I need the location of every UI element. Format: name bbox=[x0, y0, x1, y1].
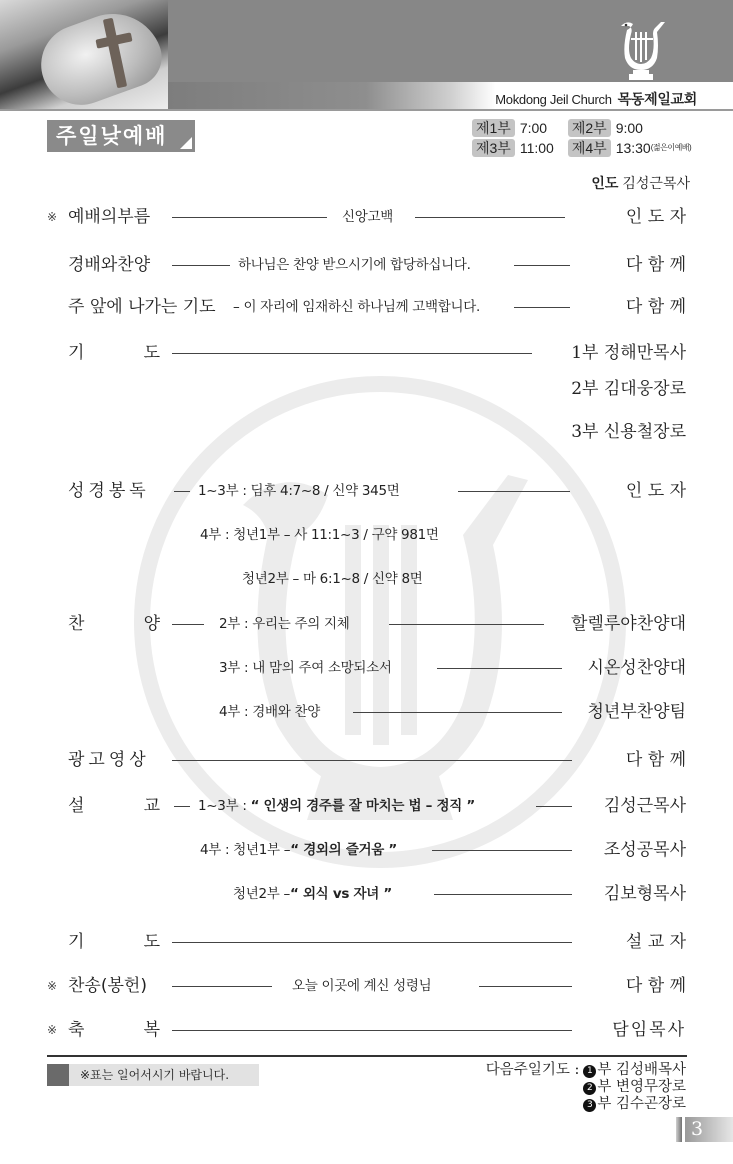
program-performer: 인 도 자 bbox=[625, 481, 686, 501]
program-detail: 오늘 이곳에 계신 성령님 bbox=[292, 978, 432, 994]
program-performer: 다 함 께 bbox=[625, 750, 686, 770]
sermon-title: “ 경외의 즐거움 ” bbox=[290, 842, 398, 858]
sermon-prefix: 4부 : 청년1부 – bbox=[200, 842, 291, 858]
church-name-en: Mokdong Jeil Church bbox=[495, 92, 612, 107]
program-label: 예배의부름 bbox=[68, 207, 151, 227]
service-time: 9:00 bbox=[615, 120, 643, 136]
leader-line bbox=[437, 668, 562, 669]
program-performer: 청년부찬양팀 bbox=[587, 702, 686, 722]
leader-line bbox=[479, 986, 572, 987]
program-row-announcements bbox=[0, 746, 733, 774]
program-detail bbox=[233, 880, 392, 908]
program-row-opening-prayer bbox=[0, 293, 733, 321]
program-row-scripture-sub bbox=[0, 565, 733, 593]
program-performer: 1부 정해만목사 bbox=[571, 343, 686, 363]
program-label: 찬송(봉헌) bbox=[68, 976, 147, 996]
program-performer: 인 도 자 bbox=[625, 207, 686, 227]
leader-line bbox=[389, 624, 544, 625]
next-prayer-name: 부 변영무장로 bbox=[597, 1079, 686, 1095]
service-times bbox=[472, 118, 691, 158]
leader-line bbox=[514, 307, 570, 308]
stand-note-text: ※표는 일어서시기 바랍니다. bbox=[80, 1068, 230, 1082]
church-name-ko: 목동제일교회 bbox=[617, 91, 697, 107]
program-row-sermon-sub bbox=[0, 836, 733, 864]
leader-line bbox=[172, 760, 572, 761]
program-label: 경배와찬양 bbox=[68, 255, 151, 275]
number-1-icon: 1 bbox=[583, 1065, 596, 1078]
sermon-title: “ 외식 vs 자녀 ” bbox=[289, 886, 392, 902]
corner-fold-icon bbox=[180, 137, 192, 149]
leader-line bbox=[174, 491, 190, 492]
program-row-prayer-2 bbox=[0, 375, 733, 403]
page-tab-bar bbox=[676, 1117, 682, 1142]
number-2-icon: 2 bbox=[583, 1082, 596, 1095]
leader-line bbox=[434, 894, 572, 895]
program-performer: 김성근목사 bbox=[603, 796, 686, 816]
program-row-prayer-3 bbox=[0, 418, 733, 446]
program-performer: 다 함 께 bbox=[625, 297, 686, 317]
church-name bbox=[495, 89, 697, 109]
program-detail: 4부 : 청년1부 – 사 11:1~3 / 구약 981면 bbox=[200, 527, 439, 543]
program-detail: 하나님은 찬양 받으시기에 합당하십니다. bbox=[238, 257, 471, 273]
program-row-call-to-worship bbox=[0, 203, 733, 231]
next-week-prayer bbox=[486, 1062, 686, 1113]
leader-line bbox=[172, 624, 204, 625]
leader-line bbox=[172, 353, 532, 354]
next-prayer-name: 부 김수곤장로 bbox=[597, 1096, 686, 1112]
service-tag: 제3부 bbox=[472, 139, 515, 157]
next-prayer-name: 부 김성배목사 bbox=[597, 1062, 686, 1078]
program-detail bbox=[200, 836, 397, 864]
program-row-offering bbox=[0, 972, 733, 1000]
leader-line bbox=[536, 806, 572, 807]
leader-line bbox=[174, 806, 190, 807]
header-divider bbox=[0, 109, 733, 111]
program-performer: 시온성찬양대 bbox=[587, 658, 686, 678]
program-label: 찬 양 bbox=[68, 614, 160, 634]
service-time: 11:00 bbox=[519, 140, 554, 156]
program-performer: 설 교 자 bbox=[625, 932, 686, 952]
program-row-closing-prayer bbox=[0, 928, 733, 956]
page-number: 3 bbox=[685, 1117, 733, 1142]
leader-line bbox=[458, 491, 570, 492]
program-row-praise bbox=[0, 251, 733, 279]
leader-line bbox=[172, 265, 230, 266]
program-row-scripture bbox=[0, 477, 733, 505]
program-performer: 3부 신용철장로 bbox=[571, 422, 686, 442]
section-title-text: 주일낮예배 bbox=[56, 124, 168, 148]
program-detail bbox=[198, 792, 475, 820]
program-label: 광고영상 bbox=[68, 750, 150, 770]
program-row-choir-sub bbox=[0, 698, 733, 726]
leader-line bbox=[172, 217, 327, 218]
leader-label: 인도 bbox=[591, 176, 619, 192]
service-note: (젊은이예배) bbox=[650, 143, 692, 152]
leader-line bbox=[172, 986, 272, 987]
stand-mark: ※ bbox=[47, 1023, 58, 1037]
program-label: 축 복 bbox=[68, 1020, 160, 1040]
stand-mark: ※ bbox=[47, 979, 58, 993]
leader-line bbox=[172, 942, 572, 943]
program-label: 설 교 bbox=[68, 796, 160, 816]
program-performer: 김보형목사 bbox=[603, 884, 686, 904]
program-performer: 조성공목사 bbox=[603, 840, 686, 860]
program-row-sermon bbox=[0, 792, 733, 820]
sermon-title: “ 인생의 경주를 잘 마치는 법 – 정직 ” bbox=[250, 798, 475, 814]
leader-line bbox=[353, 712, 562, 713]
program-detail: 청년2부 – 마 6:1~8 / 신약 8면 bbox=[242, 571, 423, 587]
program-performer: 담임목사 bbox=[612, 1020, 686, 1040]
section-title bbox=[47, 120, 195, 152]
program-performer: 2부 김대웅장로 bbox=[571, 379, 686, 399]
sermon-prefix: 1~3부 : bbox=[198, 798, 251, 814]
lyre-dove-icon bbox=[613, 16, 669, 82]
service-tag: 제2부 bbox=[568, 119, 611, 137]
service-time: 7:00 bbox=[519, 120, 548, 136]
program-detail: 신앙고백 bbox=[342, 209, 393, 225]
stand-mark: ※ bbox=[47, 210, 58, 224]
program-performer: 다 함 께 bbox=[625, 255, 686, 275]
program-label: 기 도 bbox=[68, 343, 160, 363]
program-label: 주 앞에 나가는 기도 bbox=[68, 297, 216, 317]
program-label: 기 도 bbox=[68, 932, 160, 952]
worship-leader bbox=[591, 173, 690, 193]
service-tag: 제4부 bbox=[568, 139, 611, 157]
program-row-scripture-sub bbox=[0, 521, 733, 549]
header-photo-praying-hands bbox=[0, 0, 168, 110]
page-number-tab bbox=[676, 1117, 733, 1142]
program-row-choir-sub bbox=[0, 654, 733, 682]
leader-line bbox=[432, 850, 572, 851]
hands-shape bbox=[30, 0, 168, 110]
program-detail: – 이 자리에 임재하신 하나님께 고백합니다. bbox=[233, 299, 480, 315]
next-prayer-label: 다음주일기도 : bbox=[485, 1062, 580, 1078]
program-detail: 3부 : 내 맘의 주여 소망되소서 bbox=[219, 660, 392, 676]
program-row-sermon-sub bbox=[0, 880, 733, 908]
footer-divider bbox=[47, 1055, 687, 1057]
service-time: 13:30 bbox=[615, 140, 651, 156]
sermon-prefix: 청년2부 – bbox=[233, 886, 290, 902]
program-detail: 4부 : 경배와 찬양 bbox=[219, 704, 320, 720]
leader-line bbox=[514, 265, 570, 266]
program-performer: 할렐루야찬양대 bbox=[571, 614, 686, 634]
program-label: 성경봉독 bbox=[68, 481, 150, 501]
program-row-benediction bbox=[0, 1016, 733, 1044]
leader-line bbox=[415, 217, 565, 218]
program-performer: 다 함 께 bbox=[625, 976, 686, 996]
note-marker-icon bbox=[47, 1064, 69, 1086]
program-row-choir bbox=[0, 610, 733, 638]
stand-note bbox=[47, 1064, 259, 1086]
leader-name: 김성근목사 bbox=[622, 176, 690, 192]
program-row-prayer bbox=[0, 339, 733, 367]
leader-line bbox=[172, 1030, 572, 1031]
program-detail: 1~3부 : 딤후 4:7~8 / 신약 345면 bbox=[198, 483, 400, 499]
number-3-icon: 3 bbox=[583, 1099, 596, 1112]
program-detail: 2부 : 우리는 주의 지체 bbox=[219, 616, 350, 632]
service-tag: 제1부 bbox=[472, 119, 515, 137]
